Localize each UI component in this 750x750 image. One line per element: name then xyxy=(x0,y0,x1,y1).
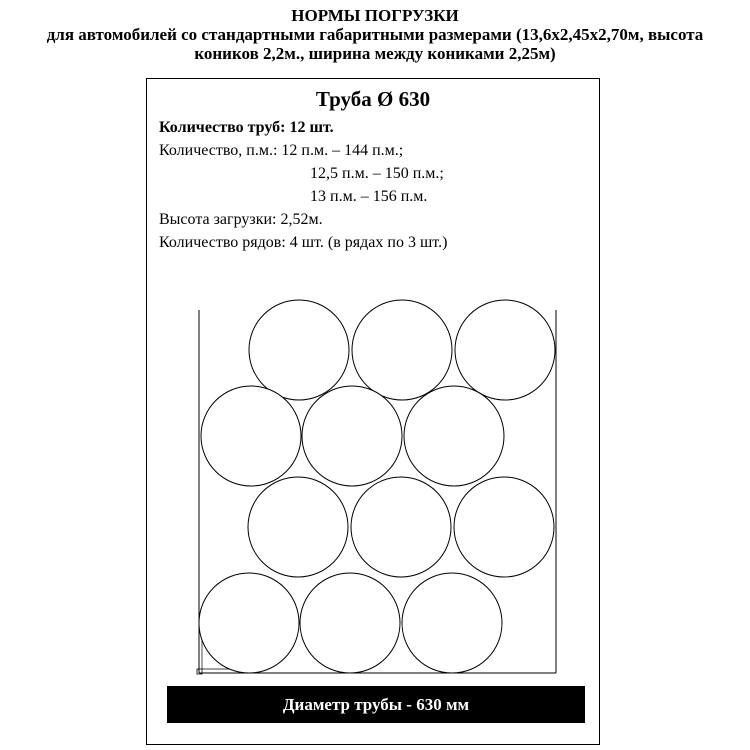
document-title: НОРМЫ ПОГРУЗКИ xyxy=(291,6,459,25)
pipe-r4-c1 xyxy=(199,573,299,673)
document-subtitle-line2: коников 2,2м., ширина между кониками 2,25м) xyxy=(194,44,556,63)
pipe-r3-c1 xyxy=(248,477,348,577)
pipe-r1-c1 xyxy=(249,300,349,400)
pipe-r3-c3 xyxy=(454,477,554,577)
quantity-line-3: 13 п.м. – 156 п.м. xyxy=(310,188,428,205)
load-height: Высота загрузки: 2,52м. xyxy=(159,211,323,228)
diameter-banner xyxy=(167,686,585,723)
quantity-line-2: 12,5 п.м. – 150 п.м.; xyxy=(310,165,444,182)
rows-count: Количество рядов: 4 шт. (в рядах по 3 шт.) xyxy=(159,234,448,251)
document-subtitle-line1: для автомобилей со стандартными габаритными размерами (13,6х2,45х2,70м, высота xyxy=(46,25,704,44)
diameter-label: Диаметр трубы - 630 мм xyxy=(282,694,470,714)
pipe-r4-c3 xyxy=(402,573,502,673)
pipe-title: Труба Ø 630 xyxy=(315,87,431,111)
pipe-r2-c1 xyxy=(201,386,301,486)
quantity-line-1: Количество, п.м.: 12 п.м. – 144 п.м.; xyxy=(159,142,404,159)
pipe-count: Количество труб: 12 шт. xyxy=(159,119,334,136)
pipe-r1-c2 xyxy=(352,300,452,400)
pipe-r4-c2 xyxy=(300,573,400,673)
pipe-r3-c2 xyxy=(351,477,451,577)
pipe-r2-c2 xyxy=(302,386,402,486)
pipe-r2-c3 xyxy=(404,386,504,486)
pipe-r1-c3 xyxy=(455,300,555,400)
